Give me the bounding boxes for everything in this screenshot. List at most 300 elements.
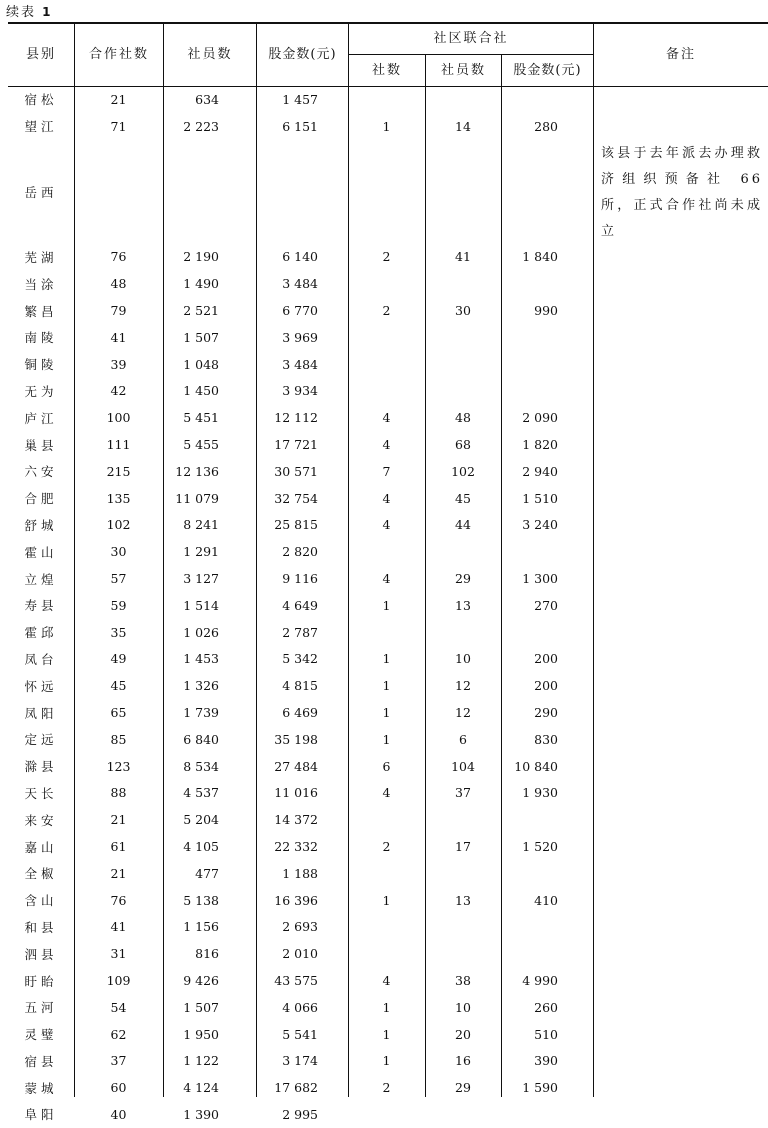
union-count-cell: 4: [382, 973, 391, 988]
shares-cell: 6 151: [282, 118, 318, 134]
header-coops: 合作社数: [88, 47, 149, 62]
shares-cell: 22 332: [274, 839, 318, 855]
remark-yuexi: 该县于去年派去办理救济组织预备社 66 所，正式合作社尚未成立: [601, 146, 763, 239]
coops-cell: 35: [110, 624, 127, 640]
shares-cell: [256, 140, 348, 244]
table-row: [8, 806, 594, 833]
shares-cell: 6 770: [282, 303, 318, 319]
shares-cell: 6 469: [282, 705, 318, 721]
union-count-cell: 1: [382, 705, 391, 721]
coops-cell: 21: [110, 91, 127, 107]
table-row: [8, 431, 594, 458]
union-count-cell: [348, 270, 425, 297]
union-members-cell: 38: [455, 973, 471, 988]
members-cell: 1 514: [183, 597, 219, 613]
members-cell: 4 537: [183, 785, 219, 801]
members-cell: 1 453: [183, 651, 219, 667]
county-cell: 舒城: [24, 517, 58, 533]
members-cell: 1 326: [183, 678, 219, 694]
union-count-cell: 4: [382, 490, 391, 506]
union-members-cell: [425, 806, 501, 833]
shares-cell: 3 484: [282, 356, 318, 372]
union-count-cell: 4: [382, 785, 391, 801]
members-cell: 4 105: [183, 839, 219, 855]
coops-cell: 135: [106, 490, 131, 506]
union-members-cell: [425, 86, 501, 113]
table-row: [8, 887, 594, 914]
county-cell: 六安: [24, 464, 58, 480]
county-cell: 岳西: [24, 184, 58, 200]
members-cell: 1 291: [183, 544, 219, 560]
union-count-cell: 1: [382, 892, 391, 908]
members-cell: 1 048: [183, 356, 219, 372]
shares-cell: 2 010: [282, 946, 318, 962]
county-cell: 全椒: [24, 866, 58, 882]
members-cell: 2 223: [183, 118, 219, 134]
table-row: [8, 378, 594, 405]
union-shares-cell: 1 840: [522, 249, 558, 265]
union-count-cell: [348, 140, 425, 244]
union-shares-cell: [501, 140, 594, 244]
shares-cell: 6 140: [282, 249, 318, 265]
coops-cell: 61: [110, 839, 127, 855]
table-caption: [6, 1, 53, 20]
coops-cell: 40: [110, 1106, 127, 1122]
members-cell: 1 450: [183, 383, 219, 399]
union-count-cell: 2: [382, 1080, 391, 1096]
union-members-cell: 104: [451, 758, 475, 774]
coops-cell: 21: [110, 812, 127, 828]
coops-cell: 88: [110, 785, 127, 801]
members-cell: 8 534: [183, 758, 219, 774]
union-count-cell: [348, 86, 425, 113]
union-shares-cell: 1 300: [522, 571, 558, 587]
members-cell: 12 136: [175, 463, 219, 479]
union-shares-cell: [501, 270, 594, 297]
county-cell: 当涂: [24, 276, 58, 292]
union-members-cell: 45: [455, 490, 471, 506]
table-row: [8, 860, 594, 887]
union-count-cell: 1: [382, 1026, 391, 1042]
shares-cell: 3 484: [282, 276, 318, 292]
union-count-cell: 1: [382, 597, 391, 613]
county-cell: 灵璧: [24, 1027, 58, 1043]
coops-cell: 45: [110, 678, 127, 694]
union-count-cell: 2: [382, 249, 391, 265]
union-members-cell: [425, 351, 501, 378]
shares-cell: 43 575: [274, 973, 318, 988]
members-cell: 5 204: [183, 812, 219, 828]
county-cell: 霍山: [24, 544, 58, 560]
union-count-cell: 7: [382, 463, 391, 479]
table-row: [8, 324, 594, 351]
shares-cell: 12 112: [274, 410, 318, 426]
header-remarks: 备注: [665, 47, 696, 62]
county-cell: 怀远: [24, 678, 58, 694]
coops-cell: 49: [110, 651, 127, 667]
members-cell: 816: [195, 946, 219, 962]
union-count-cell: 2: [382, 839, 391, 855]
table-row: [8, 646, 594, 673]
table-row: [8, 270, 594, 297]
union-shares-cell: [501, 940, 594, 967]
union-count-cell: 4: [382, 517, 391, 533]
members-cell: 1 507: [183, 999, 219, 1015]
members-cell: 1 026: [183, 624, 219, 640]
union-members-cell: 6: [459, 731, 467, 747]
header-union-count: 社数: [371, 63, 402, 78]
members-cell: 1 507: [183, 329, 219, 345]
union-shares-cell: [501, 324, 594, 351]
shares-cell: 5 342: [282, 651, 318, 667]
union-count-cell: [348, 351, 425, 378]
members-cell: 11 079: [175, 490, 219, 506]
table-row: [8, 140, 594, 244]
coops-cell: 59: [110, 597, 127, 613]
union-shares-cell: [501, 1101, 594, 1128]
union-shares-cell: 410: [534, 892, 558, 908]
union-shares-cell: 1 510: [522, 490, 558, 506]
county-cell: 定远: [24, 732, 58, 748]
table-body: [8, 86, 594, 1128]
table-row: [8, 538, 594, 565]
union-members-cell: [425, 538, 501, 565]
shares-cell: 17 721: [274, 437, 318, 453]
members-cell: 2 521: [183, 303, 219, 319]
union-count-cell: 1: [382, 1053, 391, 1069]
members-cell: 5 451: [183, 410, 219, 426]
union-shares-cell: 830: [534, 731, 558, 747]
coops-cell: 65: [110, 705, 127, 721]
union-shares-cell: [501, 914, 594, 941]
table-row: [8, 565, 594, 592]
shares-cell: 1 188: [282, 865, 318, 881]
table-row: [8, 297, 594, 324]
members-cell: 1 122: [183, 1053, 219, 1069]
table-row: [8, 726, 594, 753]
county-cell: 立煌: [24, 571, 58, 587]
union-members-cell: 68: [455, 437, 471, 453]
table-row: [8, 244, 594, 271]
table-row: [8, 753, 594, 780]
union-count-cell: 4: [382, 571, 391, 587]
union-shares-cell: 3 240: [522, 517, 558, 533]
county-cell: 来安: [24, 812, 58, 828]
union-shares-cell: [501, 860, 594, 887]
union-members-cell: [425, 619, 501, 646]
table-row: [8, 113, 594, 140]
county-cell: 寿县: [24, 598, 58, 614]
county-cell: 盱眙: [24, 973, 58, 989]
union-shares-cell: 510: [534, 1026, 558, 1042]
union-members-cell: 41: [455, 249, 471, 265]
union-shares-cell: [501, 806, 594, 833]
county-cell: 和县: [24, 919, 58, 935]
table-row: [8, 592, 594, 619]
county-cell: 嘉山: [24, 839, 58, 855]
union-count-cell: [348, 324, 425, 351]
union-members-cell: 12: [455, 705, 471, 721]
coops-cell: [74, 140, 163, 244]
coops-cell: 57: [110, 571, 127, 587]
county-cell: 五河: [24, 1000, 58, 1016]
union-members-cell: 10: [455, 999, 471, 1015]
coops-cell: 102: [106, 517, 131, 533]
header-county: 县别: [25, 47, 56, 62]
shares-cell: 27 484: [274, 758, 318, 774]
union-members-cell: [425, 140, 501, 244]
coops-cell: 109: [106, 973, 131, 988]
members-cell: 4 124: [183, 1080, 219, 1096]
union-shares-cell: 270: [534, 597, 558, 613]
union-shares-cell: 2 090: [522, 410, 558, 426]
top-rule: [8, 22, 768, 24]
union-count-cell: 6: [382, 758, 391, 774]
union-count-cell: [348, 378, 425, 405]
union-group-underline: [349, 54, 593, 55]
union-members-cell: [425, 324, 501, 351]
county-cell: 阜阳: [24, 1107, 58, 1123]
members-cell: 5 455: [183, 437, 219, 453]
union-count-cell: [348, 860, 425, 887]
caption-number: 1: [42, 5, 53, 19]
union-members-cell: [425, 270, 501, 297]
union-shares-cell: [501, 351, 594, 378]
shares-cell: 4 815: [282, 678, 318, 694]
members-cell: 2 190: [183, 249, 219, 265]
county-cell: 宿县: [24, 1053, 58, 1069]
shares-cell: 2 820: [282, 544, 318, 560]
table-row: [8, 914, 594, 941]
county-cell: 含山: [24, 893, 58, 909]
union-members-cell: 44: [455, 517, 471, 533]
shares-cell: 32 754: [274, 490, 318, 506]
union-members-cell: 17: [455, 839, 471, 855]
union-shares-cell: 1 520: [522, 839, 558, 855]
members-cell: 1 390: [183, 1106, 219, 1122]
shares-cell: 16 396: [274, 892, 318, 908]
county-cell: 宿松: [24, 92, 58, 108]
union-members-cell: [425, 914, 501, 941]
coops-cell: 39: [110, 356, 127, 372]
county-cell: 巢县: [24, 437, 58, 453]
county-cell: 蒙城: [24, 1080, 58, 1096]
union-shares-cell: 990: [534, 303, 558, 319]
union-shares-cell: 2 940: [522, 463, 558, 479]
table-row: [8, 86, 594, 113]
coops-cell: 100: [106, 410, 131, 426]
union-members-cell: 102: [451, 463, 475, 479]
union-shares-cell: 1 930: [522, 785, 558, 801]
shares-cell: 4 649: [282, 597, 318, 613]
union-shares-cell: [501, 86, 594, 113]
shares-cell: 3 934: [282, 383, 318, 399]
union-count-cell: [348, 538, 425, 565]
union-shares-cell: 10 840: [514, 758, 558, 774]
union-members-cell: [425, 1101, 501, 1128]
table-row: [8, 458, 594, 485]
members-cell: 477: [195, 865, 219, 881]
union-count-cell: [348, 619, 425, 646]
county-cell: 凤台: [24, 651, 58, 667]
members-cell: [163, 140, 256, 244]
shares-cell: 2 693: [282, 919, 318, 935]
county-cell: 铜陵: [24, 357, 58, 373]
union-shares-cell: [501, 538, 594, 565]
union-members-cell: 16: [455, 1053, 471, 1069]
union-count-cell: [348, 806, 425, 833]
union-shares-cell: 4 990: [522, 973, 558, 988]
union-shares-cell: 1 590: [522, 1080, 558, 1096]
union-count-cell: [348, 914, 425, 941]
county-cell: 合肥: [24, 491, 58, 507]
header-shares: 股金数(元): [268, 47, 337, 62]
union-members-cell: [425, 860, 501, 887]
union-members-cell: 30: [455, 303, 471, 319]
shares-cell: 3 969: [282, 329, 318, 345]
union-members-cell: 12: [455, 678, 471, 694]
union-count-cell: 1: [382, 999, 391, 1015]
coops-cell: 60: [110, 1080, 127, 1096]
table-row: [8, 967, 594, 994]
coops-cell: 54: [110, 999, 127, 1015]
shares-cell: 35 198: [274, 731, 318, 747]
table-row: [8, 833, 594, 860]
coops-cell: 62: [110, 1026, 127, 1042]
members-cell: 1 950: [183, 1026, 219, 1042]
union-members-cell: 37: [455, 785, 471, 801]
union-members-cell: 13: [455, 892, 471, 908]
table-row: [8, 994, 594, 1021]
table-row: [8, 512, 594, 539]
table-row: [8, 1101, 594, 1128]
shares-cell: 4 066: [282, 999, 318, 1015]
union-members-cell: 13: [455, 597, 471, 613]
header-union-members: 社员数: [440, 63, 486, 78]
coops-cell: 41: [110, 329, 127, 345]
union-count-cell: 1: [382, 118, 391, 134]
members-cell: 1 739: [183, 705, 219, 721]
coops-cell: 76: [110, 249, 127, 265]
union-members-cell: 29: [455, 571, 471, 587]
county-cell: 望江: [24, 119, 58, 135]
union-count-cell: [348, 1101, 425, 1128]
county-cell: 南陵: [24, 330, 58, 346]
members-cell: 9 426: [183, 973, 219, 988]
union-shares-cell: 1 820: [522, 437, 558, 453]
shares-cell: 14 372: [274, 812, 318, 828]
union-count-cell: 1: [382, 731, 391, 747]
coops-cell: 71: [110, 118, 127, 134]
coops-cell: 41: [110, 919, 127, 935]
union-shares-cell: 260: [534, 999, 558, 1015]
union-shares-cell: [501, 619, 594, 646]
header-union-shares: 股金数(元): [513, 63, 582, 78]
union-count-cell: 4: [382, 437, 391, 453]
table-row: [8, 351, 594, 378]
union-count-cell: 1: [382, 678, 391, 694]
union-members-cell: 20: [455, 1026, 471, 1042]
coops-cell: 123: [106, 758, 131, 774]
union-count-cell: 4: [382, 410, 391, 426]
union-members-cell: 48: [455, 410, 471, 426]
shares-cell: 30 571: [274, 463, 318, 479]
county-cell: 无为: [24, 383, 58, 399]
data-table: [8, 86, 594, 1128]
shares-cell: 2 995: [282, 1106, 318, 1122]
county-cell: 天长: [24, 785, 58, 801]
shares-cell: 11 016: [274, 785, 318, 801]
table-row: [8, 1021, 594, 1048]
shares-cell: 3 174: [282, 1053, 318, 1069]
shares-cell: 25 815: [274, 517, 318, 533]
shares-cell: 17 682: [274, 1080, 318, 1096]
members-cell: 1 490: [183, 276, 219, 292]
union-shares-cell: [501, 378, 594, 405]
coops-cell: 21: [110, 865, 127, 881]
union-members-cell: 10: [455, 651, 471, 667]
table-row: [8, 780, 594, 807]
coops-cell: 85: [110, 731, 127, 747]
county-cell: 滁县: [24, 759, 58, 775]
members-cell: 6 840: [183, 731, 219, 747]
coops-cell: 111: [106, 437, 131, 453]
union-shares-cell: 200: [534, 651, 558, 667]
coops-cell: 76: [110, 892, 127, 908]
table-row: [8, 404, 594, 431]
coops-cell: 30: [110, 544, 127, 560]
union-shares-cell: 280: [534, 118, 558, 134]
header-union-group: 社区联合社: [433, 31, 509, 46]
table-row: [8, 699, 594, 726]
county-cell: 霍邱: [24, 625, 58, 641]
coops-cell: 42: [110, 383, 127, 399]
union-members-cell: [425, 940, 501, 967]
members-cell: 5 138: [183, 892, 219, 908]
coops-cell: 48: [110, 276, 127, 292]
county-cell: 芜湖: [24, 249, 58, 265]
coops-cell: 31: [110, 946, 127, 962]
shares-cell: 9 116: [282, 571, 318, 587]
union-members-cell: 29: [455, 1080, 471, 1096]
county-cell: 繁昌: [24, 303, 58, 319]
table-row: [8, 1048, 594, 1075]
header-members: 社员数: [187, 47, 233, 62]
coops-cell: 215: [106, 463, 131, 479]
shares-cell: 5 541: [282, 1026, 318, 1042]
shares-cell: 1 457: [282, 91, 318, 107]
union-members-cell: [425, 378, 501, 405]
county-cell: 庐江: [24, 410, 58, 426]
members-cell: 634: [195, 91, 219, 107]
union-count-cell: 2: [382, 303, 391, 319]
shares-cell: 2 787: [282, 624, 318, 640]
coops-cell: 79: [110, 303, 127, 319]
county-cell: 凤阳: [24, 705, 58, 721]
county-cell: 泗县: [24, 946, 58, 962]
table-row: [8, 1074, 594, 1101]
table-row: [8, 619, 594, 646]
members-cell: 1 156: [183, 919, 219, 935]
union-count-cell: [348, 940, 425, 967]
table-row: [8, 672, 594, 699]
table-row: [8, 485, 594, 512]
union-shares-cell: 290: [534, 705, 558, 721]
caption-prefix: 续表: [6, 5, 37, 20]
union-shares-cell: 390: [534, 1053, 558, 1069]
union-members-cell: 14: [455, 118, 471, 134]
table-row: [8, 940, 594, 967]
